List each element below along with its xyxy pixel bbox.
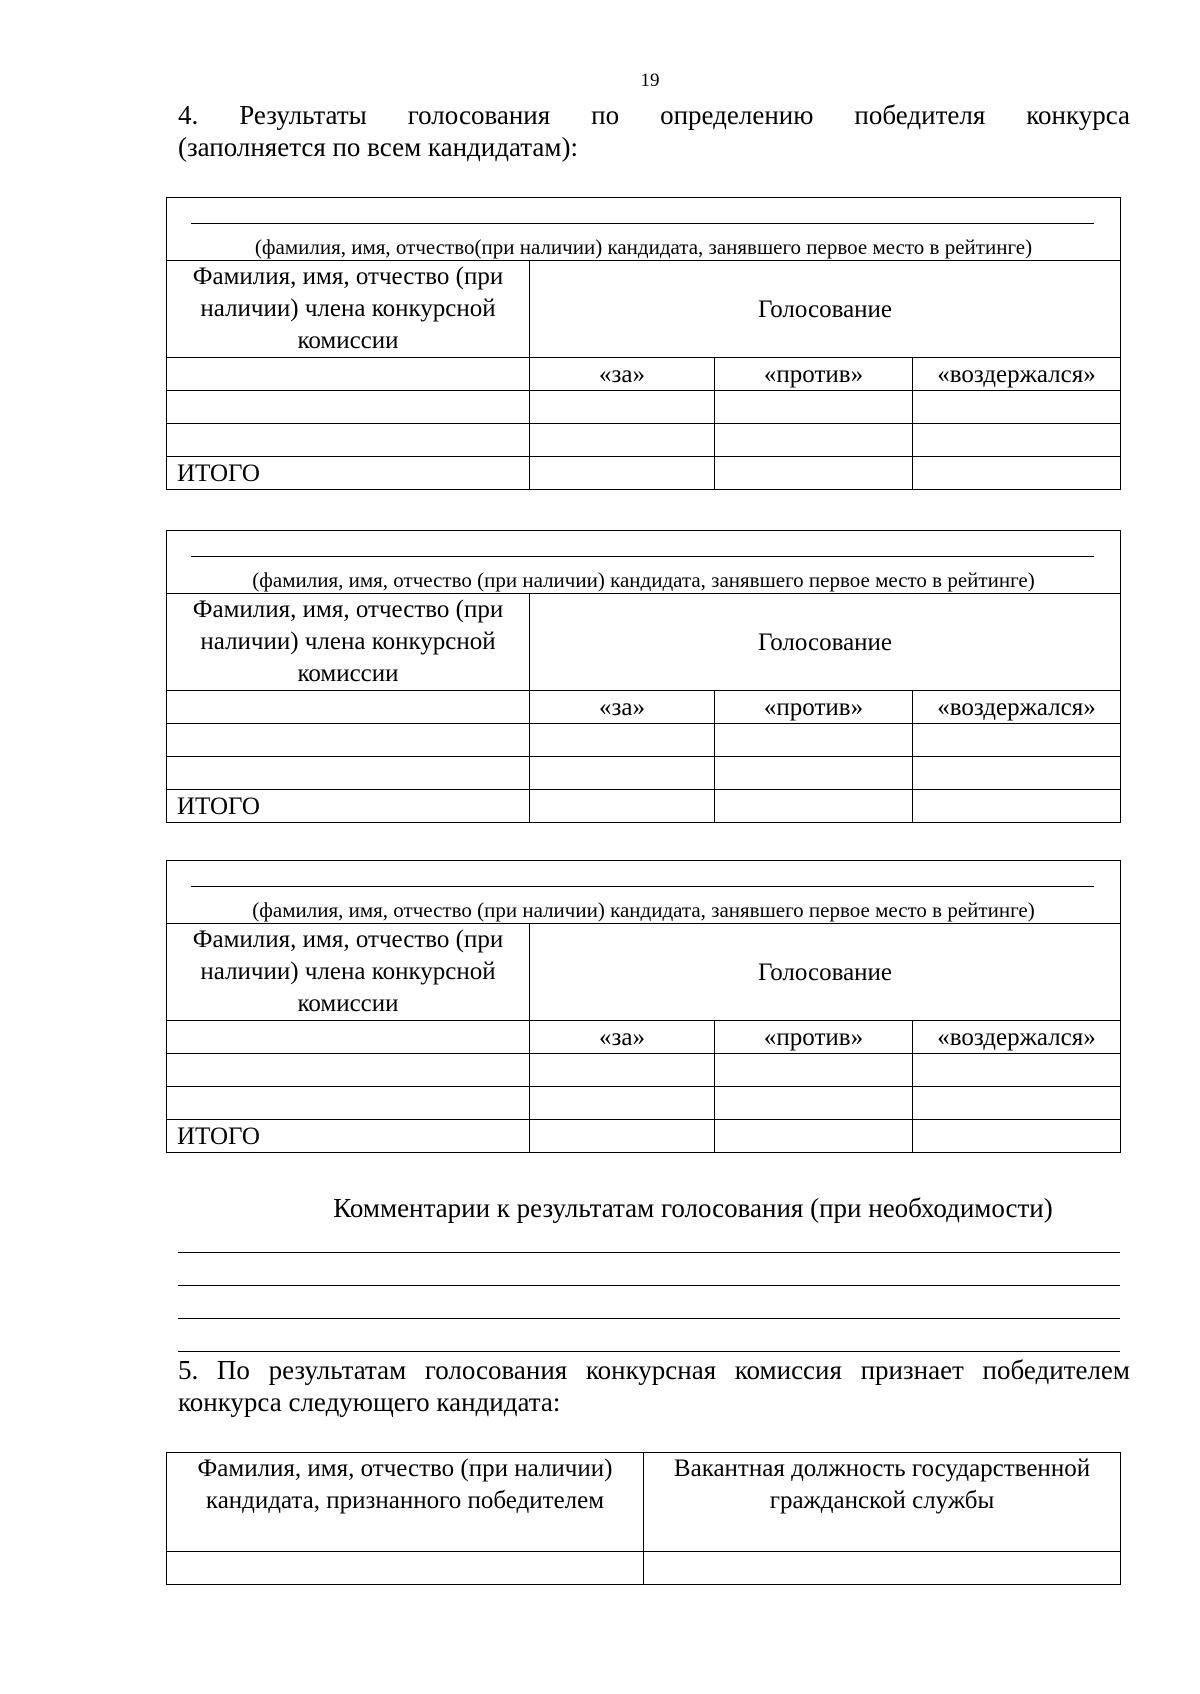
total-for-cell[interactable] — [530, 790, 715, 823]
comments-title: Комментарии к результатам голосования (при необходимости) — [333, 1193, 1053, 1223]
option-against: «против» — [715, 358, 913, 391]
vote-for-cell[interactable] — [530, 391, 715, 424]
total-against-cell[interactable] — [715, 457, 913, 490]
option-abstained: «воздержался» — [913, 1021, 1121, 1054]
vote-against-cell[interactable] — [715, 757, 913, 790]
member-column-header: Фамилия, имя, отчество (при наличии) члена конкурсной комиссии — [167, 261, 530, 358]
page-number: 19 — [640, 70, 660, 91]
candidate-name-field[interactable] — [167, 861, 1121, 924]
comment-line-3[interactable] — [178, 1318, 1120, 1319]
vote-for-cell[interactable] — [530, 757, 715, 790]
candidate-caption: (фамилия, имя, отчество(при наличии) кандидата, занявшего первое место в рейтинге) — [254, 235, 1033, 259]
vote-abstained-cell[interactable] — [913, 391, 1121, 424]
vote-abstained-cell[interactable] — [913, 1087, 1121, 1120]
option-for: «за» — [530, 1021, 715, 1054]
member-cell[interactable] — [167, 391, 530, 424]
table-row — [167, 424, 1121, 457]
section-5-heading-line2: конкурса следующего кандидата: — [178, 1387, 561, 1417]
total-label: ИТОГО — [167, 1120, 530, 1153]
total-against-cell[interactable] — [715, 790, 913, 823]
winner-table — [166, 1452, 1121, 1585]
option-against: «против» — [715, 691, 913, 724]
vote-for-cell[interactable] — [530, 1054, 715, 1087]
total-row — [167, 1120, 1121, 1153]
candidate-name-line — [191, 223, 1094, 224]
table-row — [167, 1054, 1121, 1087]
vote-against-cell[interactable] — [715, 391, 913, 424]
member-cell[interactable] — [167, 757, 530, 790]
vote-against-cell[interactable] — [715, 724, 913, 757]
vote-table-3 — [166, 860, 1121, 1153]
vote-for-cell[interactable] — [530, 424, 715, 457]
vote-against-cell[interactable] — [715, 1087, 913, 1120]
option-against: «против» — [715, 1021, 913, 1054]
vote-abstained-cell[interactable] — [913, 424, 1121, 457]
total-row — [167, 457, 1121, 490]
option-for: «за» — [530, 358, 715, 391]
vote-abstained-cell[interactable] — [913, 757, 1121, 790]
table-row — [167, 757, 1121, 790]
option-for: «за» — [530, 691, 715, 724]
vacant-position-header: Вакантная должность государственной гражданской службы — [644, 1453, 1121, 1552]
table-row — [167, 724, 1121, 757]
candidate-caption: (фамилия, имя, отчество (при наличии) кандидата, занявшего первое место в рейтинге) — [252, 898, 1035, 922]
candidate-caption: (фамилия, имя, отчество (при наличии) кандидата, занявшего первое место в рейтинге) — [252, 568, 1035, 592]
vacant-position-cell[interactable] — [644, 1552, 1121, 1585]
total-abstained-cell[interactable] — [913, 1120, 1121, 1153]
table-row — [167, 391, 1121, 424]
member-column-header: Фамилия, имя, отчество (при наличии) члена конкурсной комиссии — [167, 924, 530, 1021]
section-5-heading — [178, 1354, 1130, 1418]
member-cell[interactable] — [167, 691, 530, 724]
member-cell[interactable] — [167, 358, 530, 391]
vote-for-cell[interactable] — [530, 1087, 715, 1120]
comment-line-1[interactable] — [178, 1252, 1120, 1253]
section-4-heading-line2: (заполняется по всем кандидатам): — [178, 132, 578, 162]
member-column-header: Фамилия, имя, отчество (при наличии) члена конкурсной комиссии — [167, 594, 530, 691]
total-abstained-cell[interactable] — [913, 457, 1121, 490]
candidate-name-field[interactable] — [167, 531, 1121, 594]
total-for-cell[interactable] — [530, 1120, 715, 1153]
total-label: ИТОГО — [167, 790, 530, 823]
table-row — [167, 1087, 1121, 1120]
member-cell[interactable] — [167, 1054, 530, 1087]
vote-abstained-cell[interactable] — [913, 724, 1121, 757]
total-for-cell[interactable] — [530, 457, 715, 490]
vote-abstained-cell[interactable] — [913, 1054, 1121, 1087]
member-cell[interactable] — [167, 424, 530, 457]
voting-column-header: Голосование — [530, 594, 1121, 691]
option-abstained: «воздержался» — [913, 691, 1121, 724]
vote-against-cell[interactable] — [715, 1054, 913, 1087]
section-5-heading-line1: 5. По результатам голосования конкурсная комиссия признает победителем — [178, 1355, 1130, 1385]
total-against-cell[interactable] — [715, 1120, 913, 1153]
section-4-heading — [178, 99, 1130, 163]
vote-for-cell[interactable] — [530, 724, 715, 757]
total-label: ИТОГО — [167, 457, 530, 490]
comment-line-4[interactable] — [178, 1351, 1120, 1352]
candidate-name-line — [191, 556, 1094, 557]
vote-table-1 — [166, 197, 1121, 490]
comment-line-2[interactable] — [178, 1285, 1120, 1286]
winner-name-header: Фамилия, имя, отчество (при наличии) кандидата, признанного победителем — [167, 1453, 644, 1552]
total-abstained-cell[interactable] — [913, 790, 1121, 823]
voting-column-header: Голосование — [530, 261, 1121, 358]
member-cell[interactable] — [167, 1021, 530, 1054]
vote-table-2 — [166, 530, 1121, 823]
member-cell[interactable] — [167, 724, 530, 757]
winner-name-cell[interactable] — [167, 1552, 644, 1585]
candidate-name-line — [191, 886, 1094, 887]
section-4-heading-line1: 4. Результаты голосования по определению победителя конкурса — [178, 100, 1130, 130]
voting-column-header: Голосование — [530, 924, 1121, 1021]
member-cell[interactable] — [167, 1087, 530, 1120]
option-abstained: «воздержался» — [913, 358, 1121, 391]
vote-against-cell[interactable] — [715, 424, 913, 457]
candidate-name-field[interactable] — [167, 198, 1121, 261]
total-row — [167, 790, 1121, 823]
